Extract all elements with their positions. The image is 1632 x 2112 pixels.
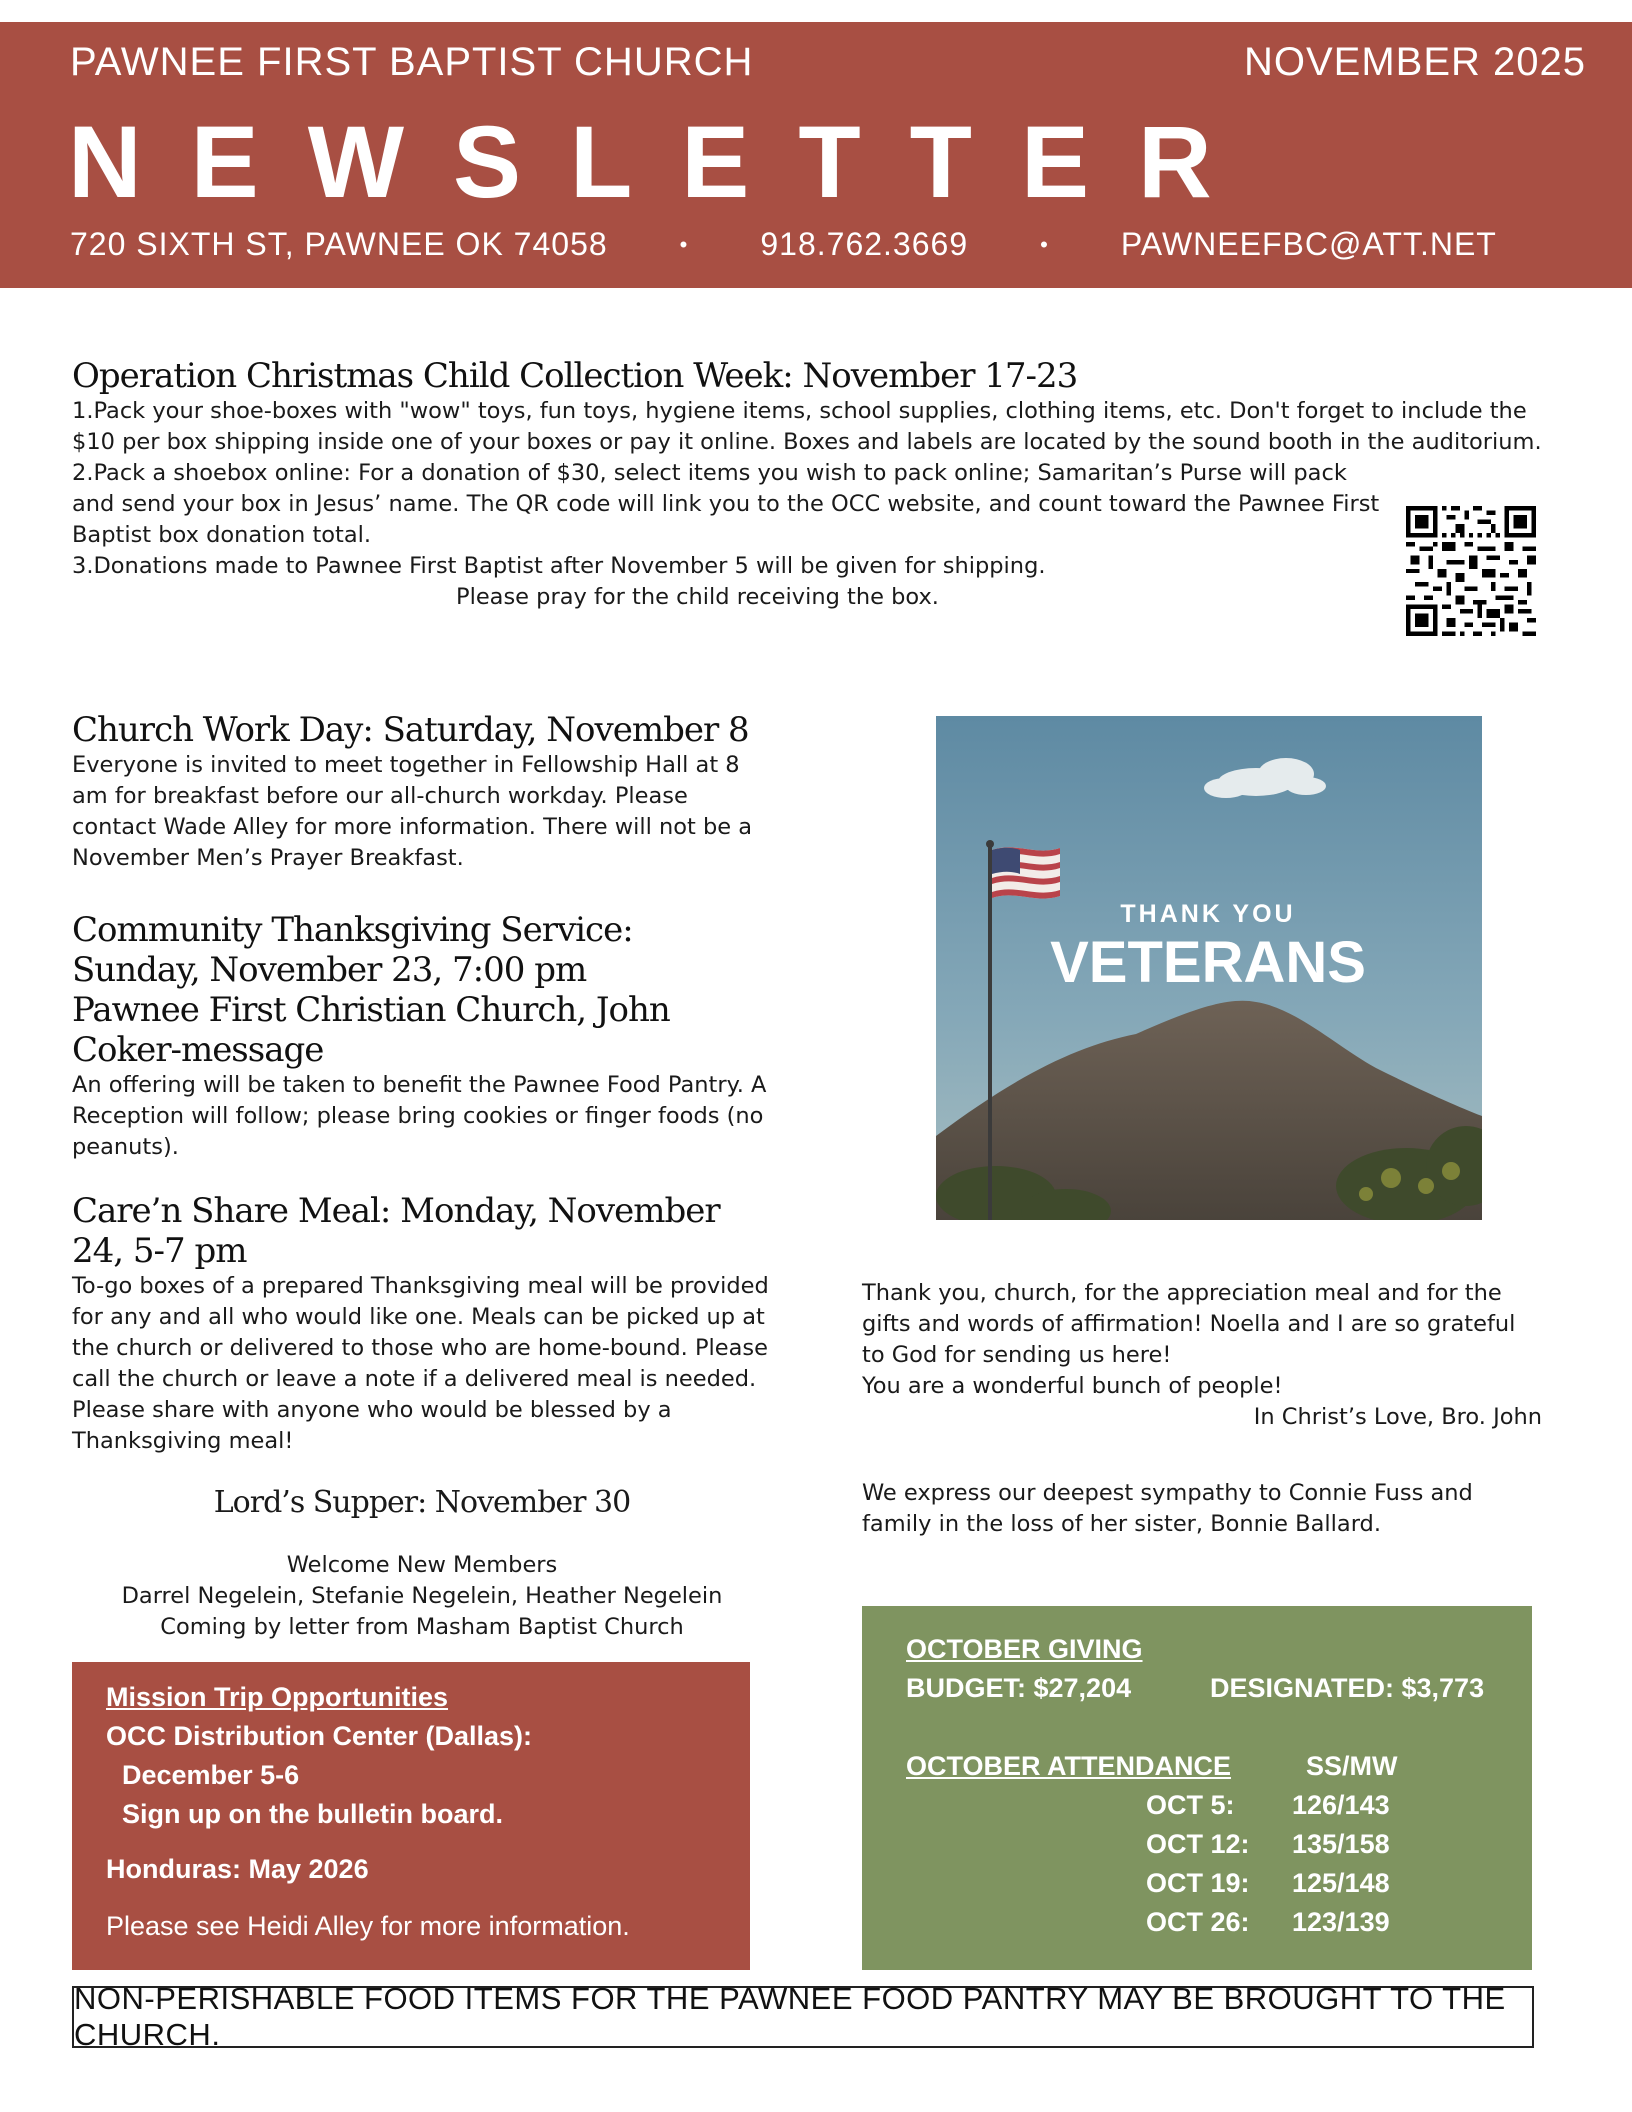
mission-title: Mission Trip Opportunities bbox=[106, 1682, 449, 1712]
lords-supper-heading: Lord’s Supper: November 30 bbox=[213, 1485, 631, 1520]
work-day-section bbox=[72, 710, 772, 874]
attendance-value: 126/143 bbox=[1292, 1790, 1390, 1820]
mission-occ-signup: Sign up on the bulletin board. bbox=[122, 1799, 503, 1829]
contact-line bbox=[70, 226, 1497, 263]
newsletter-header bbox=[0, 22, 1632, 288]
masthead-title: NEWSLETTER bbox=[68, 105, 1261, 219]
occ-pray-line: Please pray for the child receiving the box. bbox=[456, 584, 939, 610]
work-day-body: Everyone is invited to meet together in Fellowship Hall at 8 am for breakfast before our all-church workday. Please contact Wade Alley for more information. There will not be a November Men’s Prayer Breakfast. bbox=[72, 752, 753, 871]
thanksgiving-heading-1: Community Thanksgiving Service: bbox=[72, 910, 633, 950]
attendance-date: OCT 26: bbox=[1146, 1907, 1250, 1937]
new-members-title: Welcome New Members bbox=[286, 1552, 558, 1578]
veterans-photo bbox=[936, 716, 1482, 1220]
giving-budget: BUDGET: $27,204 bbox=[906, 1673, 1132, 1703]
attendance-columns: SS/MW bbox=[1306, 1751, 1398, 1781]
bullet-separator: • bbox=[1040, 231, 1049, 257]
thanksgiving-heading-3: Pawnee First Christian Church, John Coker-message bbox=[72, 990, 670, 1070]
attendance-row bbox=[906, 1786, 1488, 1825]
attendance-row bbox=[906, 1825, 1488, 1864]
church-address: 720 SIXTH ST, PAWNEE OK 74058 bbox=[70, 226, 608, 262]
attendance-date: OCT 19: bbox=[1146, 1868, 1250, 1898]
occ-item-2: 2.Pack a shoebox online: For a donation of $30, select items you wish to pack online; Samaritan’s Purse will pack and send your box in Jesus’ name. The QR code will link you to the OCC website, and count toward the Pawnee First Baptist box donation total. bbox=[72, 460, 1380, 548]
attendance-value: 125/148 bbox=[1292, 1868, 1390, 1898]
thanks-signoff: In Christ’s Love, Bro. John bbox=[1253, 1404, 1542, 1430]
church-email: PAWNEEFBC@ATT.NET bbox=[1120, 226, 1497, 262]
bullet-separator: • bbox=[679, 231, 689, 257]
thanks-text-2: You are a wonderful bunch of people! bbox=[862, 1373, 1283, 1399]
occ-item-3: 3.Donations made to Pawnee First Baptist after November 5 will be given for shipping. bbox=[72, 553, 1046, 579]
photo-text-thank-you: THANK YOU bbox=[1120, 900, 1296, 928]
attendance-value: 135/158 bbox=[1292, 1829, 1390, 1859]
left-column bbox=[72, 710, 772, 1643]
mission-contact: Please see Heidi Alley for more information. bbox=[106, 1911, 630, 1941]
mission-honduras: Honduras: May 2026 bbox=[106, 1854, 369, 1884]
attendance-row bbox=[906, 1864, 1488, 1903]
church-phone: 918.762.3669 bbox=[760, 226, 969, 262]
mission-occ-center: OCC Distribution Center (Dallas): bbox=[106, 1721, 533, 1751]
care-share-heading: Care’n Share Meal: Monday, November 24, 5-7 pm bbox=[72, 1191, 720, 1271]
thanksgiving-heading-2: Sunday, November 23, 7:00 pm bbox=[72, 950, 587, 990]
thanks-text: Thank you, church, for the appreciation meal and for the gifts and words of affirmation! Noella and I are so grateful to God for sending us here! bbox=[862, 1280, 1516, 1368]
attendance-title: OCTOBER ATTENDANCE bbox=[906, 1751, 1232, 1781]
occ-section bbox=[72, 356, 1542, 613]
new-members-names: Darrel Negelein, Stefanie Negelein, Heather Negelein bbox=[121, 1583, 723, 1609]
care-share-section bbox=[72, 1191, 772, 1457]
new-members-note: Coming by letter from Masham Baptist Church bbox=[160, 1614, 684, 1640]
work-day-heading: Church Work Day: Saturday, November 8 bbox=[72, 710, 749, 750]
occ-item-1: 1.Pack your shoe-boxes with "wow" toys, fun toys, hygiene items, school supplies, clothing items, etc. Don't forget to include the $10 per box shipping inside one of your boxes or pay it online. Boxes and labels are located by the sound booth in the auditorium. bbox=[72, 398, 1542, 455]
attendance-date: OCT 12: bbox=[1146, 1829, 1250, 1859]
food-pantry-banner: NON-PERISHABLE FOOD ITEMS FOR THE PAWNEE FOOD PANTRY MAY BE BROUGHT TO THE CHURCH. bbox=[72, 1986, 1534, 2048]
attendance-date: OCT 5: bbox=[1146, 1790, 1235, 1820]
occ-qr-code[interactable] bbox=[1406, 506, 1536, 636]
sympathy-note: We express our deepest sympathy to Connie Fuss and family in the loss of her sister, Bonnie Ballard. bbox=[862, 1480, 1473, 1537]
mission-occ-dates: December 5-6 bbox=[122, 1760, 300, 1790]
thanksgiving-section bbox=[72, 910, 772, 1163]
church-name: PAWNEE FIRST BAPTIST CHURCH bbox=[70, 40, 754, 84]
issue-date: NOVEMBER 2025 bbox=[1243, 40, 1586, 84]
occ-heading: Operation Christmas Child Collection Week: November 17-23 bbox=[72, 356, 1078, 396]
pastor-thanks-note bbox=[862, 1278, 1542, 1433]
giving-attendance-box bbox=[862, 1606, 1532, 1970]
mission-trip-box bbox=[72, 1662, 750, 1970]
care-share-body: To-go boxes of a prepared Thanksgiving meal will be provided for any and all who would like one. Meals can be picked up at the church or delivered to those who are home-bound. Please call the church or leave a note if a delivered meal is needed. Please share with anyone who would be blessed by a Thanksgiving meal! bbox=[72, 1273, 769, 1454]
photo-text-veterans: VETERANS bbox=[1050, 930, 1366, 995]
giving-title: OCTOBER GIVING bbox=[906, 1634, 1143, 1664]
attendance-row bbox=[906, 1903, 1488, 1942]
attendance-value: 123/139 bbox=[1292, 1907, 1390, 1937]
new-members-section bbox=[72, 1550, 772, 1643]
giving-designated: DESIGNATED: $3,773 bbox=[1210, 1673, 1485, 1703]
thanksgiving-body: An offering will be taken to benefit the Pawnee Food Pantry. A Reception will follow; please bring cookies or finger foods (no peanuts). bbox=[72, 1072, 767, 1160]
